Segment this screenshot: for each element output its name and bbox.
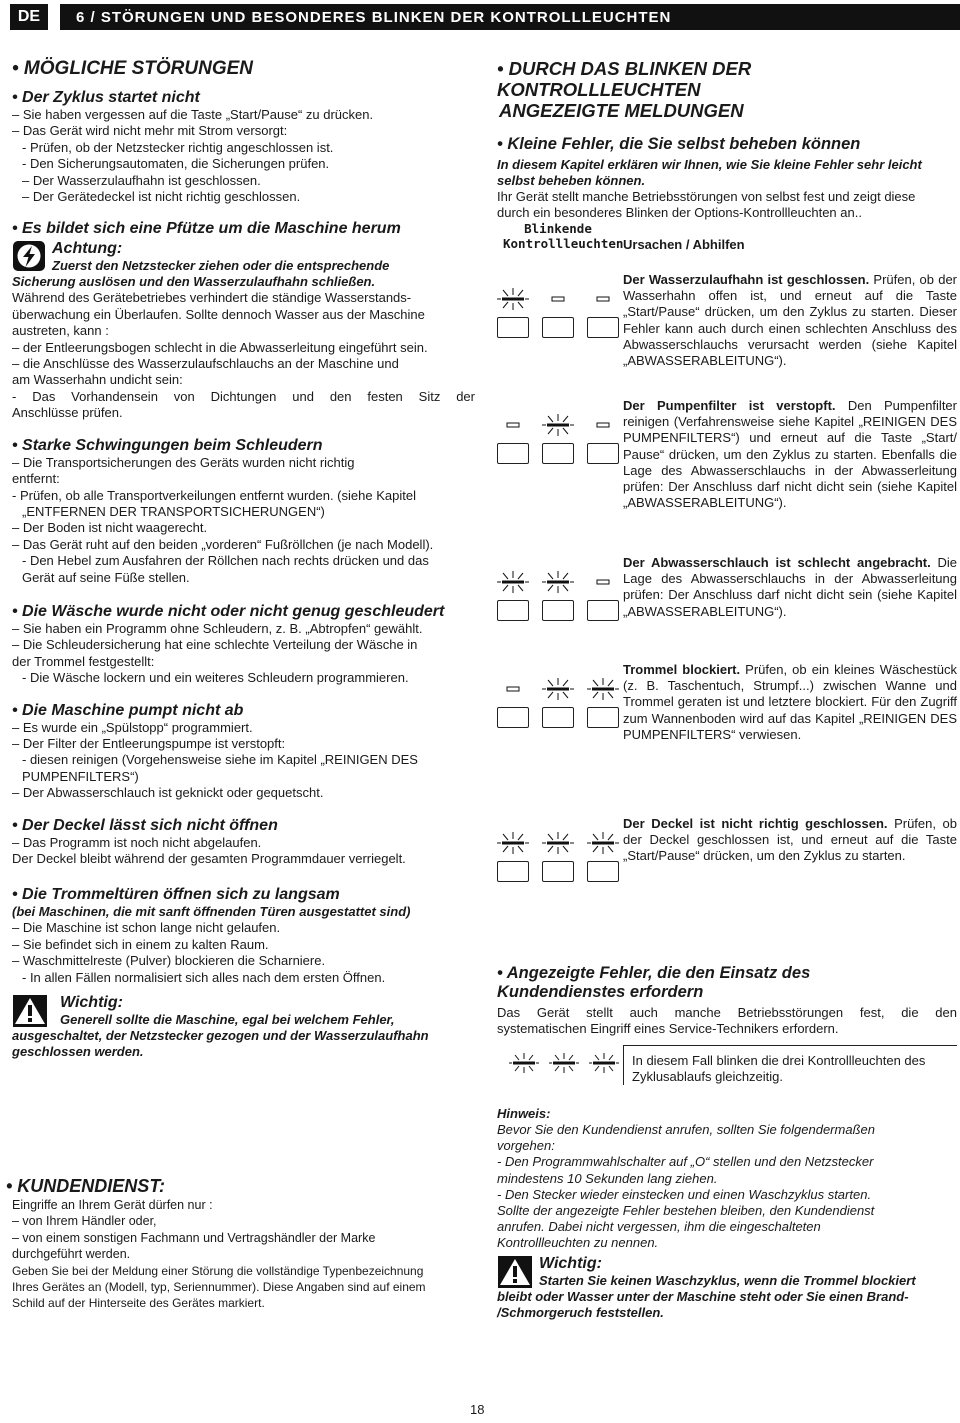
led-button: [587, 317, 619, 338]
led-blink-icon: [542, 677, 574, 706]
led-off-icon: [587, 413, 619, 442]
led-blinking: [542, 831, 574, 883]
section-schwingungen: [12, 436, 475, 586]
error-remedy: Prüfen, ob der Deckel geschlossen ist, und erneut auf die Taste „Start/Pause“ drücken, um den Zyklus zu starten.: [623, 816, 957, 864]
line: mindestens 10 Sekunden lang ziehen.: [497, 1170, 718, 1186]
led-button: [587, 861, 619, 882]
led-button: [587, 707, 619, 728]
error-cause: Trommel blockiert.: [623, 662, 741, 677]
language-badge: DE: [10, 4, 48, 30]
line: vorgehen:: [497, 1138, 555, 1154]
led-group: [497, 831, 613, 891]
section-waesche: [12, 602, 475, 687]
line: – Das Programm ist noch nicht abgelaufen.: [12, 834, 262, 850]
line: der Trommel festgestellt:: [12, 653, 155, 669]
led-button: [497, 707, 529, 728]
error-remedy: Prüfen, ob der Wasserhahn offen ist, und erneut auf die Taste „Start/Pause“ drücken, um den Zyklus zu starten. Dieser Fehler kann auch durch einen schlechten Anschluss des Abwasserschlauchs verursacht werden (siehe Kapitel „ABWASSERABLEITUNG“).: [623, 272, 957, 369]
led-group: [497, 677, 613, 737]
line: Eingriffe an Ihrem Gerät dürfen nur :: [12, 1198, 213, 1212]
subtitle: (bei Maschinen, die mit sanft öffnenden Türen ausgestattet sind): [12, 904, 411, 920]
led-button: [542, 600, 574, 621]
line: Der Deckel bleibt während der gesamten Programmdauer verriegelt.: [12, 851, 406, 866]
line: Bevor Sie den Kundendienst anrufen, sollten Sie folgendermaßen: [497, 1122, 875, 1137]
warning-title: Achtung:: [52, 240, 123, 258]
error-remedy: Den Pumpenfilter reinigen (Verfahrensweise siehe Kapitel „REINIGEN DES PUMPENFILTERS“) und erneut auf die Taste „Start/ Pause“ drücken, um den Zyklus zu starten. Ebenfalls die Lage des Abwasserschlauchs in der Abwasserleitung prüfen: Der Anschluss darf nicht dicht sein (siehe Kapitel „ABWASSERABLEITUNG“).: [623, 398, 957, 511]
error-cause: Der Pumpenfilter ist verstopft.: [623, 398, 836, 413]
led-off: [542, 287, 574, 339]
led-off-icon: [497, 677, 529, 706]
led-blinking: [497, 570, 529, 622]
left-column: [6, 58, 475, 1311]
line: – Sie befindet sich in einem zu kalten Raum.: [12, 936, 269, 952]
led-off: [587, 570, 619, 622]
section-zyklus: [12, 88, 475, 205]
all-leds-box: [497, 1045, 957, 1087]
line: austreten, kann :: [12, 323, 109, 339]
error-cause: Der Abwasserschlauch ist schlecht angebracht.: [623, 555, 931, 570]
right-column: [497, 58, 957, 1320]
warning-title: Wichtig:: [539, 1254, 602, 1272]
line: – Der Abwasserschlauch ist geknickt oder gequetscht.: [12, 785, 324, 801]
line: - diesen reinigen (Vorgehensweise siehe im Kapitel „REINIGEN DES: [22, 752, 418, 768]
subsection-title: • Kleine Fehler, die Sie selbst beheben können: [497, 135, 861, 153]
led-group: [497, 413, 613, 473]
led-blinking: [497, 287, 529, 339]
led-button: [542, 443, 574, 464]
led-button: [497, 317, 529, 338]
line: – Das Gerät wird nicht mehr mit Strom versorgt:: [12, 123, 288, 139]
section-trommeltueren: [12, 885, 475, 1060]
line: – der Entleerungsbogen schlecht in die Abwasserleitung eingeführt sein.: [12, 339, 428, 355]
section-kundendienst: [6, 1176, 476, 1312]
line: entfernt:: [12, 471, 60, 487]
led-blink-icon: [497, 287, 529, 316]
line: In diesem Fall blinken die drei Kontrollleuchten des: [632, 1053, 926, 1068]
warning-icon: [12, 994, 48, 1028]
heading: • Es bildet sich eine Pfütze um die Maschine herum: [12, 220, 401, 238]
column-header-leds: [503, 221, 624, 251]
led-off-icon: [587, 287, 619, 316]
warning-text: Generell sollte die Maschine, egal bei welchem Fehler,: [60, 1012, 395, 1028]
line: – Der Boden ist nicht waagerecht.: [12, 520, 208, 536]
heading: • Starke Schwingungen beim Schleudern: [12, 436, 323, 454]
line: – Es wurde ein „Spülstopp“ programmiert.: [12, 719, 253, 735]
line: Anschlüsse prüfen.: [12, 405, 123, 421]
led-button: [542, 861, 574, 882]
line: – Der Gerätedeckel ist nicht richtig geschlossen.: [22, 189, 301, 205]
hinweis-title: Hinweis:: [497, 1106, 551, 1121]
led-off: [587, 413, 619, 465]
line: – Sie haben ein Programm ohne Schleudern, z. B. „Abtropfen“ gewählt.: [12, 620, 423, 636]
line: Sollte der angezeigte Fehler bestehen bleiben, den Kundendienst: [497, 1203, 875, 1219]
led-blink-icon: [542, 413, 574, 442]
heading: • Die Maschine pumpt nicht ab: [12, 701, 244, 719]
section-title-blinken-2: ANGEZEIGTE MELDUNGEN: [499, 100, 744, 121]
section-kundendienst-fehler: [497, 964, 957, 1038]
led-off: [497, 413, 529, 465]
led-blink-icon: [589, 1051, 619, 1075]
led-off-icon: [587, 570, 619, 599]
led-blink-icon: [542, 831, 574, 860]
warning-text: /Schmorgeruch feststellen.: [497, 1304, 664, 1320]
line: „ENTFERNEN DER TRANSPORTSICHERUNGEN“): [22, 503, 325, 519]
heading: • Die Trommeltüren öffnen sich zu langsam: [12, 886, 340, 904]
page-number: 18: [470, 1402, 485, 1417]
led-blinking: [587, 831, 619, 883]
warning-text: ausgeschaltet, der Netzstecker gezogen und der Wasserzulaufhahn: [12, 1028, 429, 1044]
line: Schild auf der Hinterseite des Gerätes markiert.: [12, 1296, 265, 1311]
led-blink-icon: [549, 1051, 579, 1075]
line: Das Gerät stellt auch manche Betriebsstörungen fest, die den: [497, 1005, 957, 1020]
line: – Sie haben vergessen auf die Taste „Start/Pause“ zu drücken.: [12, 107, 374, 122]
all-leds-blinking: [497, 1045, 623, 1085]
error-remedy: Die Lage des Abwasserschlauchs in der Abwasserleitung prüfen: Der Anschluss darf nicht dicht sein (siehe Kapitel „ABWASSERABLEITUNG“).: [623, 555, 957, 619]
intro-text: durch ein besonderes Blinken der Options-Kontrollleuchten an..: [497, 205, 862, 221]
header-line: Blinkende: [524, 221, 592, 236]
warning-text: bleibt oder Wasser unter der Maschine steht oder Sie einen Brand-: [497, 1288, 909, 1304]
led-blinking: [587, 677, 619, 729]
error-description: [623, 398, 957, 511]
led-blink-icon: [497, 570, 529, 599]
heading: • Der Deckel lässt sich nicht öffnen: [12, 816, 278, 834]
warning-text: Zuerst den Netzstecker ziehen oder die entsprechende: [52, 258, 390, 274]
line: PUMPENFILTERS“): [22, 768, 139, 784]
warning-title: Wichtig:: [60, 994, 123, 1012]
led-blinking: [542, 677, 574, 729]
line: - Prüfen, ob der Netzstecker richtig angeschlossen ist.: [22, 139, 334, 155]
line: - Prüfen, ob alle Transportverkeilungen entfernt wurden. (siehe Kapitel: [12, 487, 416, 503]
line: am Wasserhahn undicht sein:: [12, 372, 183, 388]
led-blink-icon: [497, 831, 529, 860]
line: Zyklusablaufs gleichzeitig.: [632, 1069, 784, 1084]
line: - Den Hebel zum Ausfahren der Röllchen nach rechts drücken und das: [22, 553, 429, 569]
all-leds-text: [623, 1045, 957, 1085]
error-description: [623, 555, 957, 620]
heading: • Angezeigte Fehler, die den Einsatz des: [497, 964, 811, 982]
section-title-blinken: • DURCH DAS BLINKEN DER KONTROLLLEUCHTEN: [497, 58, 752, 100]
line: - In allen Fällen normalisiert sich alles nach dem ersten Öffnen.: [22, 969, 386, 985]
error-description: [623, 816, 957, 865]
led-button: [497, 443, 529, 464]
error-cause: Der Deckel ist nicht richtig geschlossen.: [623, 816, 888, 831]
heading: • Die Wäsche wurde nicht oder nicht genug geschleudert: [12, 602, 445, 620]
line: – Die Maschine ist schon lange nicht gelaufen.: [12, 920, 281, 936]
warning-text: Starten Sie keinen Waschzyklus, wenn die Trommel blockiert: [539, 1272, 916, 1288]
heading: • KUNDENDIENST:: [6, 1176, 165, 1196]
electric-hazard-icon: [12, 240, 46, 272]
line: - Den Stecker wieder einstecken und einen Waschzyklus starten.: [497, 1186, 872, 1202]
line: – von einem sonstigen Fachmann und Vertragshändler der Marke: [12, 1230, 376, 1245]
led-blinking: [497, 831, 529, 883]
led-off-icon: [542, 287, 574, 316]
line: – Waschmittelreste (Pulver) blockieren die Scharniere.: [12, 953, 326, 969]
column-header-causes: Ursachen / Abhilfen: [623, 237, 745, 252]
line: systematischen Eingriff eines Service-Technikers erfordern.: [497, 1021, 839, 1037]
line: – von Ihrem Händler oder,: [12, 1214, 157, 1229]
line: überwachung ein Überlaufen. Sollte dennoch Wasser aus der Maschine: [12, 306, 425, 322]
error-description: [623, 272, 957, 369]
led-blink-icon: [587, 677, 619, 706]
line: – Der Wasserzulaufhahn ist geschlossen.: [22, 172, 261, 188]
error-cause: Der Wasserzulaufhahn ist geschlossen.: [623, 272, 870, 287]
header-line: Kontrollleuchten: [503, 236, 624, 251]
warning-icon: [497, 1255, 533, 1289]
line: - Den Programmwahlschalter auf „O“ stellen und den Netzstecker: [497, 1154, 874, 1170]
section-pumpe: [12, 701, 475, 802]
led-button: [497, 861, 529, 882]
line: Kontrollleuchten zu nennen.: [497, 1235, 659, 1251]
led-off-icon: [497, 413, 529, 442]
line: Während des Gerätebetriebes verhindert die ständige Wasserstands-: [12, 290, 412, 306]
section-pfuetze: [12, 219, 475, 421]
line: - Das Vorhandensein von Dichtungen und den festen Sitz der: [12, 388, 475, 404]
led-group: [497, 287, 613, 347]
led-button: [497, 600, 529, 621]
line: – die Anschlüsse des Wasserzulaufschlauchs an der Maschine und: [12, 356, 399, 372]
led-blinking: [542, 413, 574, 465]
led-blink-icon: [542, 570, 574, 599]
line: Ihres Gerätes an (Modell, typ, Seriennummer). Diese Angaben sind auf einem: [12, 1280, 426, 1295]
line: - Den Sicherungsautomaten, die Sicherungen prüfen.: [22, 156, 330, 172]
led-off: [497, 677, 529, 729]
chapter-header: 6 / STÖRUNGEN UND BESONDERES BLINKEN DER KONTROLLLEUCHTEN: [60, 4, 960, 30]
led-blink-icon: [509, 1051, 539, 1075]
line: Gerät auf seine Füße stellen.: [22, 569, 190, 585]
error-remedy: Prüfen, ob ein kleines Wäschestück (z. B. Taschentuch, Strumpf...) zwischen Wanne und Trommel geraten ist und letztere blockiert. Für den Zugriff zum Wannenboden wird auf das Kapitel „REINIGEN DES PUMPENFILTERS“ verwiesen.: [623, 662, 957, 742]
led-off: [587, 287, 619, 339]
heading: • Der Zyklus startet nicht: [12, 89, 200, 106]
line: – Die Schleudersicherung hat eine schlechte Verteilung der Wäsche in: [12, 637, 418, 653]
line: – Der Filter der Entleerungspumpe ist verstopft:: [12, 735, 286, 751]
error-description: [623, 662, 957, 743]
intro-text: Ihr Gerät stellt manche Betriebsstörungen von selbst fest und zeigt diese: [497, 189, 916, 204]
section-deckel: [12, 816, 475, 868]
line: – Die Transportsicherungen des Geräts wurden nicht richtig: [12, 454, 355, 470]
intro-bold: In diesem Kapitel erklären wir Ihnen, wie Sie kleine Fehler sehr leicht: [497, 157, 922, 172]
warning-text: Sicherung auslösen und den Wasserzulaufhahn schließen.: [12, 274, 376, 290]
led-button: [542, 707, 574, 728]
line: anrufen. Dabei nicht vergessen, ihm die eingeschalteten: [497, 1219, 821, 1235]
led-group: [497, 570, 613, 630]
line: – Das Gerät ruht auf den beiden „vorderen“ Fußröllchen (je nach Modell).: [12, 536, 434, 552]
intro-bold: selbst beheben können.: [497, 173, 646, 188]
led-button: [587, 600, 619, 621]
heading: Kundendienstes erfordern: [497, 983, 704, 1001]
warning-text: geschlossen werden.: [12, 1044, 144, 1060]
led-blink-icon: [587, 831, 619, 860]
section-title-stoerungen: • MÖGLICHE STÖRUNGEN: [12, 58, 253, 79]
line: - Die Wäsche lockern und ein weiteres Schleudern programmieren.: [22, 670, 409, 686]
line: durchgeführt werden.: [12, 1247, 131, 1262]
led-button: [587, 443, 619, 464]
led-blinking: [542, 570, 574, 622]
hinweis: [497, 1106, 957, 1321]
line: Geben Sie bei der Meldung einer Störung die vollständige Typenbezeichnung: [12, 1263, 424, 1278]
led-button: [542, 317, 574, 338]
